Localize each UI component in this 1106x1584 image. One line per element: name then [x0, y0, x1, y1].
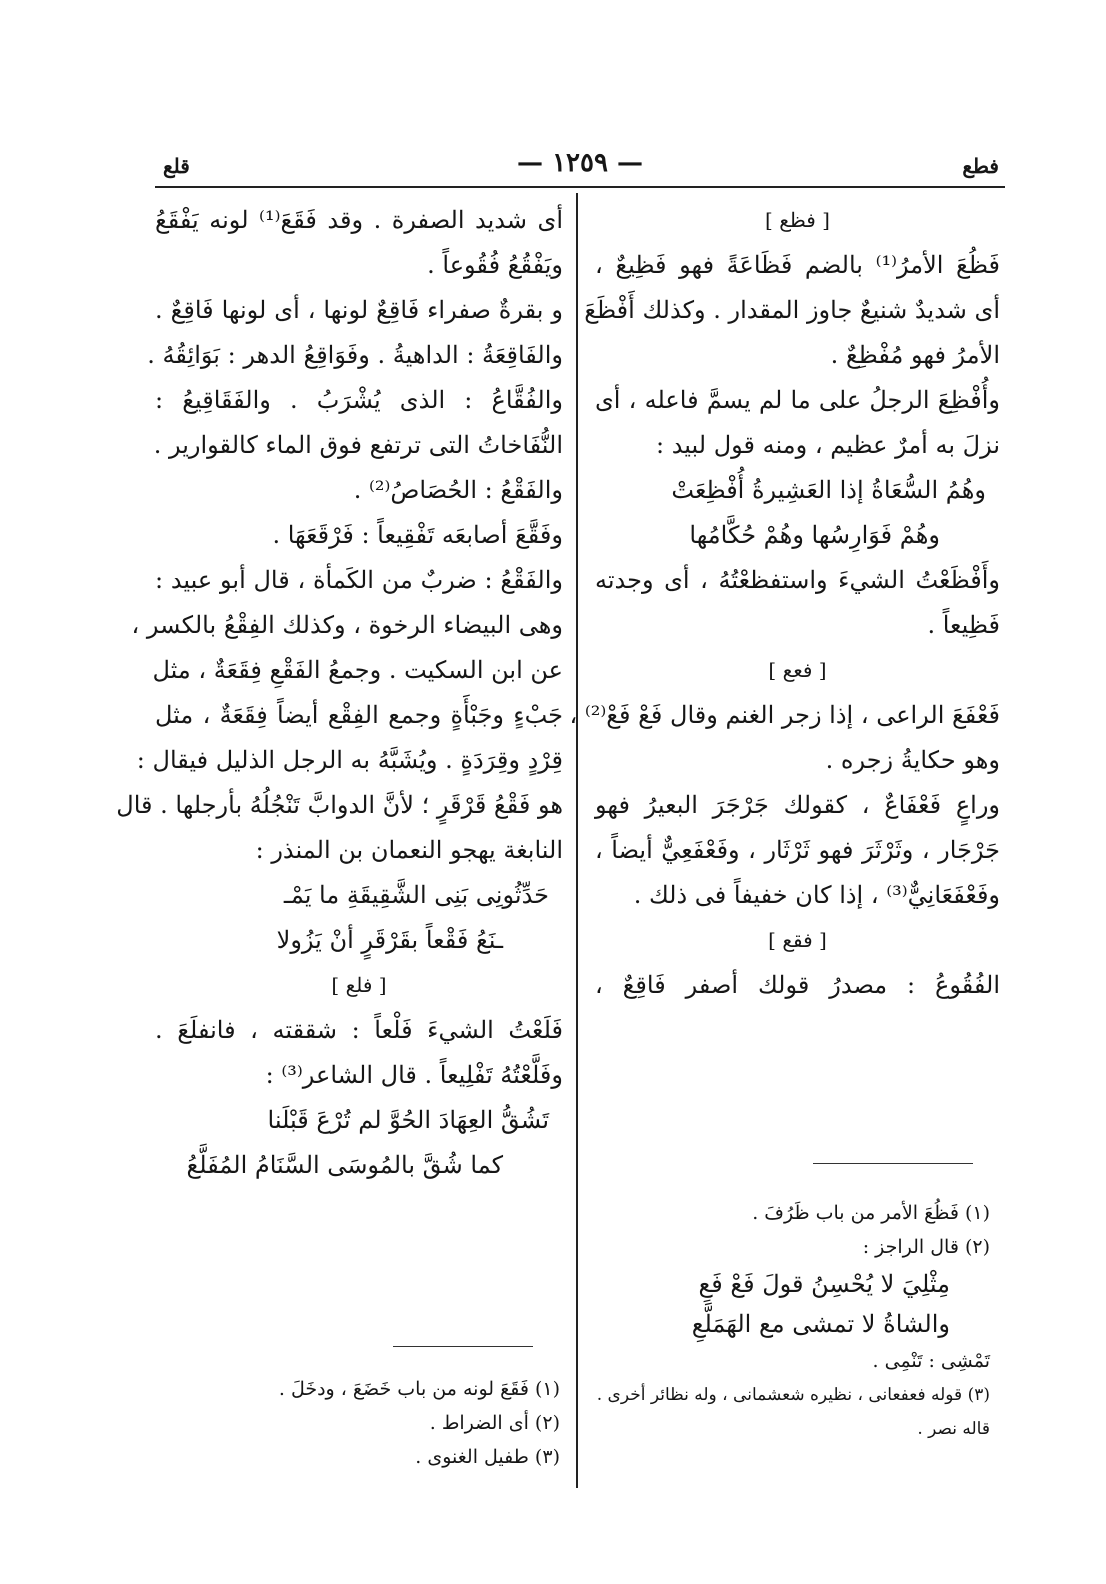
right-footnotes: [560, 1196, 990, 1446]
text-line: الفُقُوعُ : مصدرُ قولك أصفر فَاقِعٌ ،: [595, 971, 1000, 999]
footnote-rule-right: [813, 1163, 973, 1164]
text-line: ويَفْقُعُ فُقُوعاً .: [427, 251, 563, 279]
right-column: [569, 198, 1000, 1008]
text-line: وراعٍ فَعْفَاعٌ ، كقولك جَرْجَرَ البعيرُ فهو: [595, 791, 1000, 819]
verse-line: ـنَعُ فَقْعاً بقَرْقَرٍ أنْ يَزُولا: [276, 926, 503, 954]
section-heading-fle: [ فلع ]: [331, 973, 387, 997]
footnote-2: (٢) أى الضراط .: [429, 1412, 560, 1434]
footnote-gloss: تَمْشِى : تَنْمِى .: [872, 1350, 990, 1372]
text-line: أى شديدٌ شنيعٌ جاوز المقدار . وكذلك أَفْظَعَ: [584, 296, 1000, 324]
footnote-verse-line: مِثْلِيَ لا يُحْسِنُ قولَ فَعْ فَعِ: [698, 1270, 950, 1298]
text-line: وهى البيضاء الرخوة ، وكذلك الفِقْعُ بالكسر ،: [131, 611, 563, 639]
text-line: النُّفَاخاتُ التى ترتفع فوق الماء كالقوارير .: [153, 431, 563, 459]
footnote-3: (٣) طفيل الغنوى .: [415, 1446, 560, 1468]
text-line: وفَقَّعَ أصابعَه تَفْقِيعاً : فَرْقَعَهَا .: [272, 521, 563, 549]
text-line: و بقرةٌ صفراء فَاقِعٌ لونها ، أى لونها فَاقِعٌ .: [155, 296, 563, 324]
text-line: الأمرُ فهو مُفْظِعٌ .: [830, 341, 1000, 369]
section-heading-fzz: [ فظع ]: [765, 208, 830, 232]
header-left-keyword: قلع: [163, 154, 190, 178]
text-line: النابغة يهجو النعمان بن المنذر :: [255, 836, 563, 864]
footnote-3: (٣) قوله فعفعانى ، نظيره شعشمانى ، وله نظائر أخرى .: [596, 1385, 990, 1405]
text-line: وأَفْظَعْتُ الشيءَ واستفظعْتُهُ ، أى وجدته: [595, 566, 1000, 594]
verse-line: حَدِّثُونِى بَنِى الشَّقِيقَةِ ما يَمْـ: [283, 881, 549, 909]
footnote-rule-left: [393, 1346, 533, 1347]
text-line: فَظُعَ الأمرُ⁽¹⁾ بالضم فَظَاعَةً فهو فَظِيعٌ ،: [595, 251, 1000, 279]
page-header: [155, 140, 1005, 188]
text-line: والفَقْعُ : ضربٌ من الكَمأة ، قال أبو عبيد :: [155, 566, 563, 594]
text-line: جَرْجَار ، وثَرْثَرَ فهو ثَرْثَار ، وفَعْفَعِيٌّ أيضاً ،: [595, 836, 1000, 864]
text-line: أى شديد الصفرة . وقد فَقَعَ⁽¹⁾ لونه يَفْقَعُ: [155, 206, 563, 234]
text-line: هو فَقْعُ قَرْقَرٍ ؛ لأنَّ الدوابَّ تَنْجُلُهُ بأرجلها . قال: [116, 791, 563, 819]
text-line: وفَعْفَعَانِيٌّ⁽³⁾ ، إذا كان خفيفاً فى ذلك .: [633, 881, 1000, 909]
footnote-verse-line: والشاةُ لا تمشى مع الهَمَلَّعِ: [691, 1310, 950, 1338]
text-line: فَظِيعاً .: [927, 611, 1000, 639]
footnote-1: (١) فَقَعَ لونه من باب خَضَعَ ، ودخَلَ .: [278, 1378, 560, 1400]
text-line: وهو حكايةُ زجره .: [825, 746, 1000, 774]
verse-line: كما شُقَّ بالمُوسَى السَّنَامُ المُفَلَّعُ: [186, 1151, 503, 1179]
left-footnotes: [160, 1372, 560, 1474]
verse-line: وهُمْ فَوَارِسُها وهُمْ حُكَّامُها: [689, 521, 940, 549]
verse-line: وهُمُ السُّعَاةُ إذا العَشِيرةُ أُفْظِعَتْ: [671, 476, 986, 504]
verse-line: تَشُقُّ العِهَادَ الحُوَّ لم تُرْعَ قَبْلَنا: [267, 1106, 549, 1134]
header-right-keyword: فطع: [962, 154, 999, 178]
text-line: والفَقْعُ : الحُصَاصُ⁽²⁾ .: [353, 476, 563, 504]
text-line: جَبْءٍ وجَبْأَةٍ وجمع الفِقْع أيضاً فِقَعَةٌ ، مثل: [155, 701, 563, 729]
text-line: والفُقَّاعُ : الذى يُشْرَبُ . والفَقَاقِيعُ :: [155, 386, 563, 414]
text-line: قِرْدٍ وقِرَدَةٍ . ويُشَبَّهُ به الرجل الذليل فيقال :: [136, 746, 563, 774]
left-column: [116, 198, 563, 1188]
text-line: والفَاقِعَةُ : الداهيةُ . وفَوَاقِعُ الدهر : بَوَائِقُهُ .: [147, 341, 563, 369]
footnote-3-continued: قاله نصر .: [917, 1419, 990, 1439]
text-line: وفَلَّعْتُهُ تَفْلِيعاً . قال الشاعر⁽³⁾ :: [265, 1061, 563, 1089]
text-line: عن ابن السكيت . وجمعُ الفَقْعِ فِقَعَةٌ ، مثل: [152, 656, 563, 684]
text-line: فَعْفَعَ الراعى ، إذا زجر الغنم وقال فَعْ فَعْ⁽²⁾ ،: [569, 701, 1000, 729]
section-heading-fee: [ فعع ]: [768, 658, 827, 682]
footnote-1: (١) فَظُعَ الأمر من باب ظَرُفَ .: [752, 1202, 990, 1224]
text-line: وأُفْظِعَ الرجلُ على ما لم يسمَّ فاعله ، أى: [595, 386, 1000, 414]
section-heading-fqe: [ فقع ]: [768, 928, 827, 952]
page-number: — ١٢٥٩ —: [517, 148, 643, 178]
text-line: فَلَعْتُ الشيءَ فَلْعاً : شققته ، فانفلَعَ .: [155, 1016, 563, 1044]
text-line: نزلَ به أمرٌ عظيم ، ومنه قول لبيد :: [655, 431, 1000, 459]
footnote-2: (٢) قال الراجز :: [862, 1236, 990, 1258]
